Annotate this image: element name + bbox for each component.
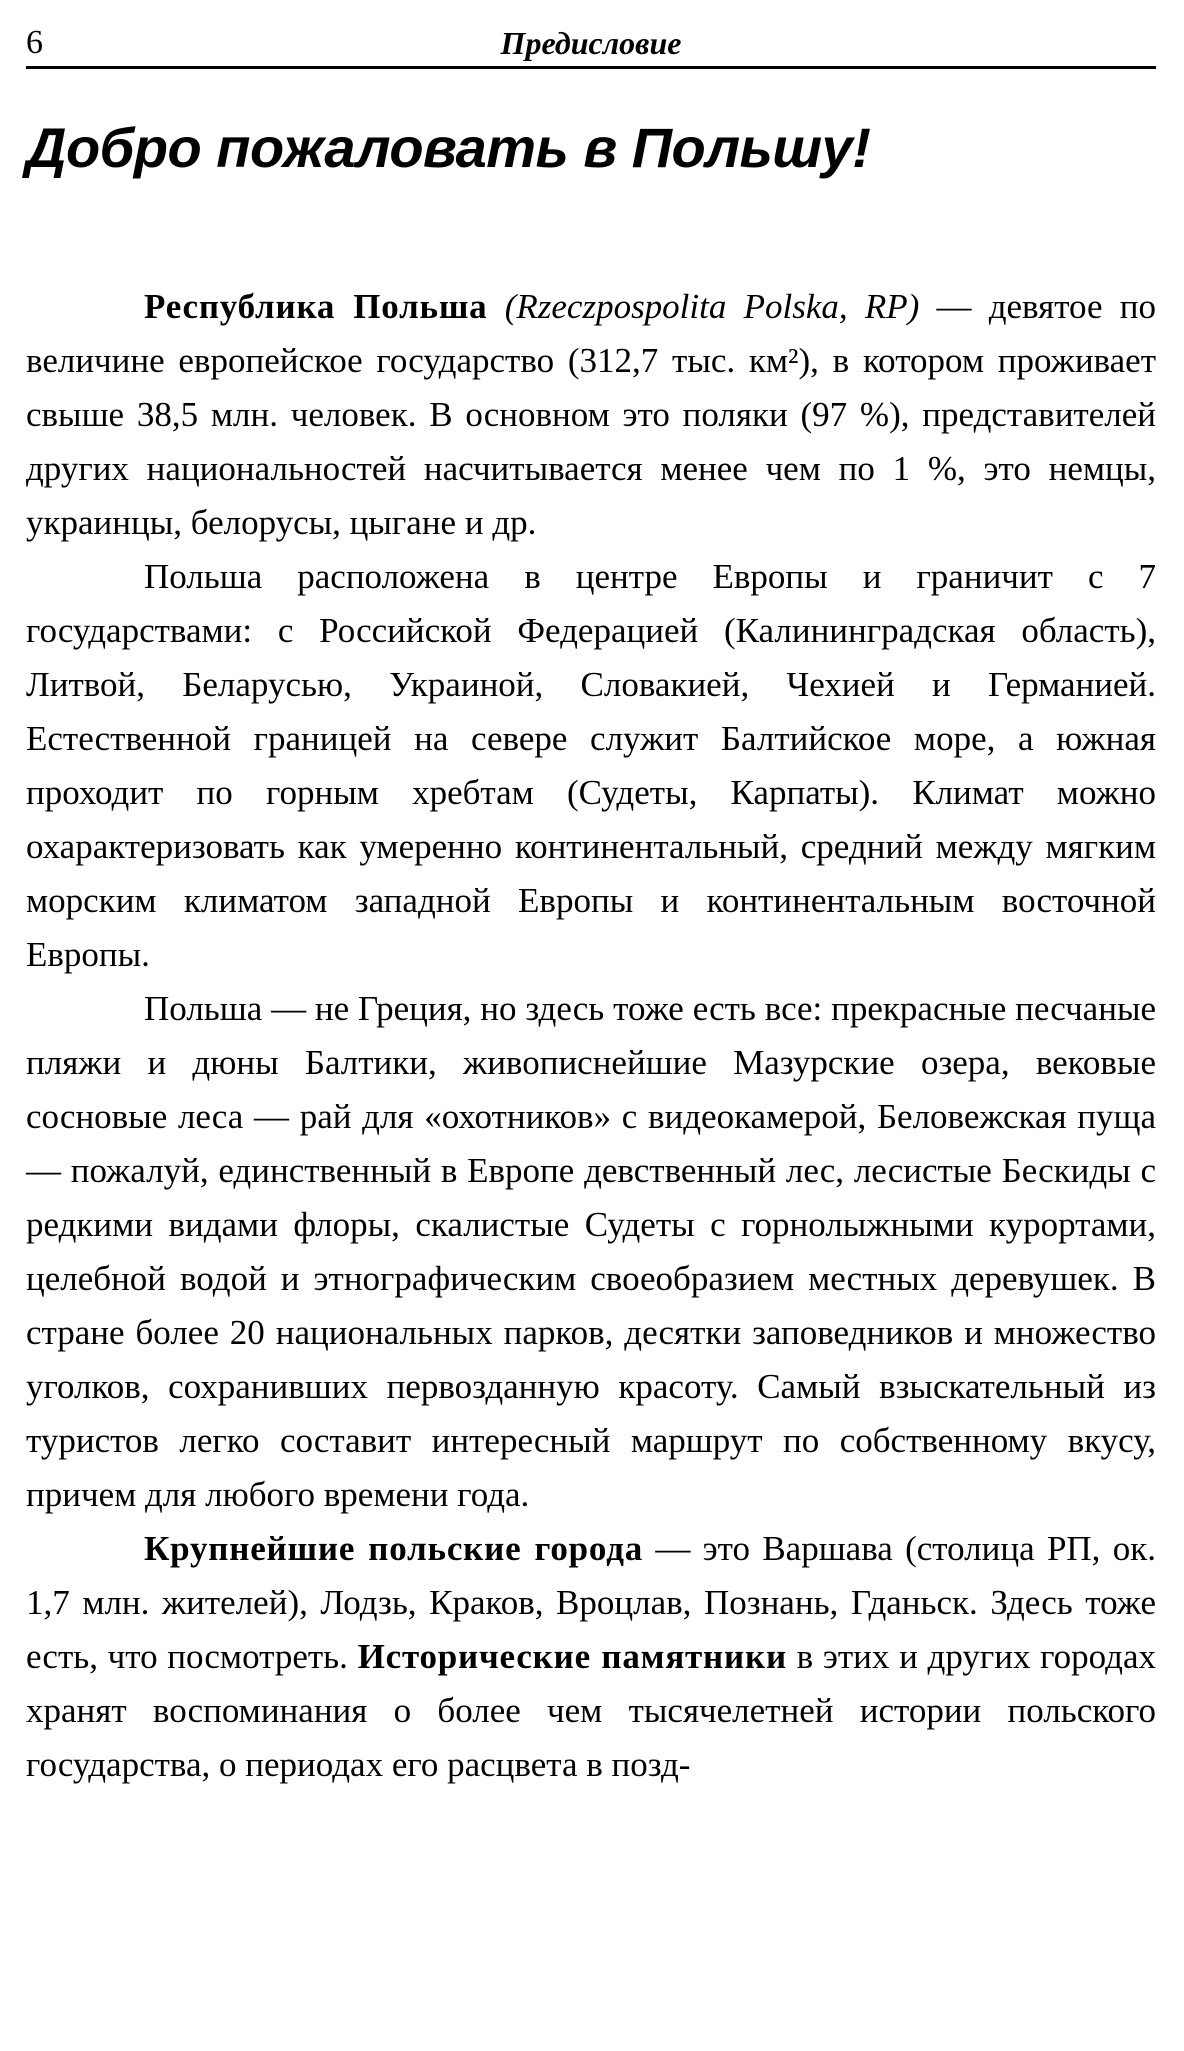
paragraph-nature: Польша — не Греция, но здесь тоже есть все: прекрасные песчаные пляжи и дюны Балтики, живописнейшие Мазурские озера, вековые сосновые леса — рай для «охотников» с видеокамерой, Беловежская пуща — пожалуй, единственный в Европе девственный лес, лесистые Бескиды с редкими видами флоры, скалистые Судеты с горнолыжными курортами, целебной водой и этнографическим своеобразием местных деревушек. В стране более 20 национальных парков, десятки заповедников и множество уголков, сохранивших первозданную красоту. Самый взыскательный из туристов легко составит интересный маршрут по собственному вкусу, причем для любого времени года. [26, 989, 1156, 1514]
running-title: Предисловие [500, 25, 682, 61]
bold-term: Исторические памятники [357, 1637, 787, 1676]
paragraph-text: — девятое по величине европейское государство (312,7 тыс. км²), в котором проживает свыше 38,5 млн. человек. В основном это поляки (97 %), представителей других национальностей насчитывается менее чем по 1 %, это немцы, украинцы, белорусы, цыгане и др. [26, 287, 1156, 542]
paragraph-text: в этих и других городах хранят воспоминания о более чем тысячелетней истории польского государства, о периодах его расцвета в позд- [26, 1637, 1156, 1784]
page-number: 6 [26, 24, 43, 61]
paragraph-intro [26, 280, 1156, 550]
chapter-title: Добро пожаловать в Польшу! [26, 116, 871, 179]
paragraph-cities [26, 1522, 1156, 1792]
body-text [26, 280, 1156, 1792]
paragraph-geography: Польша расположена в центре Европы и граничит с 7 государствами: с Российской Федерацией (Калининградская область), Литвой, Беларусью, Украиной, Словакией, Чехией и Германией. Естественной границей на севере служит Балтийское море, а южная проходит по горным хребтам (Судеты, Карпаты). Климат можно охарактеризовать как умеренно континентальный, средний между мягким морским климатом западной Европы и континентальным восточной Европы. [26, 557, 1156, 974]
paragraph-text: — это Варшава (столица РП, ок. 1,7 млн. жителей), Лодзь, Краков, Вроцлав, Познань, Гданьск. Здесь тоже есть, что посмотреть. [26, 1529, 1156, 1676]
bold-term: Крупнейшие польские города [144, 1529, 644, 1568]
running-header [26, 20, 1156, 69]
latin-name: (Rzeczpospolita Polska, RP) [504, 287, 920, 326]
bold-term: Республика Польша [144, 287, 488, 326]
